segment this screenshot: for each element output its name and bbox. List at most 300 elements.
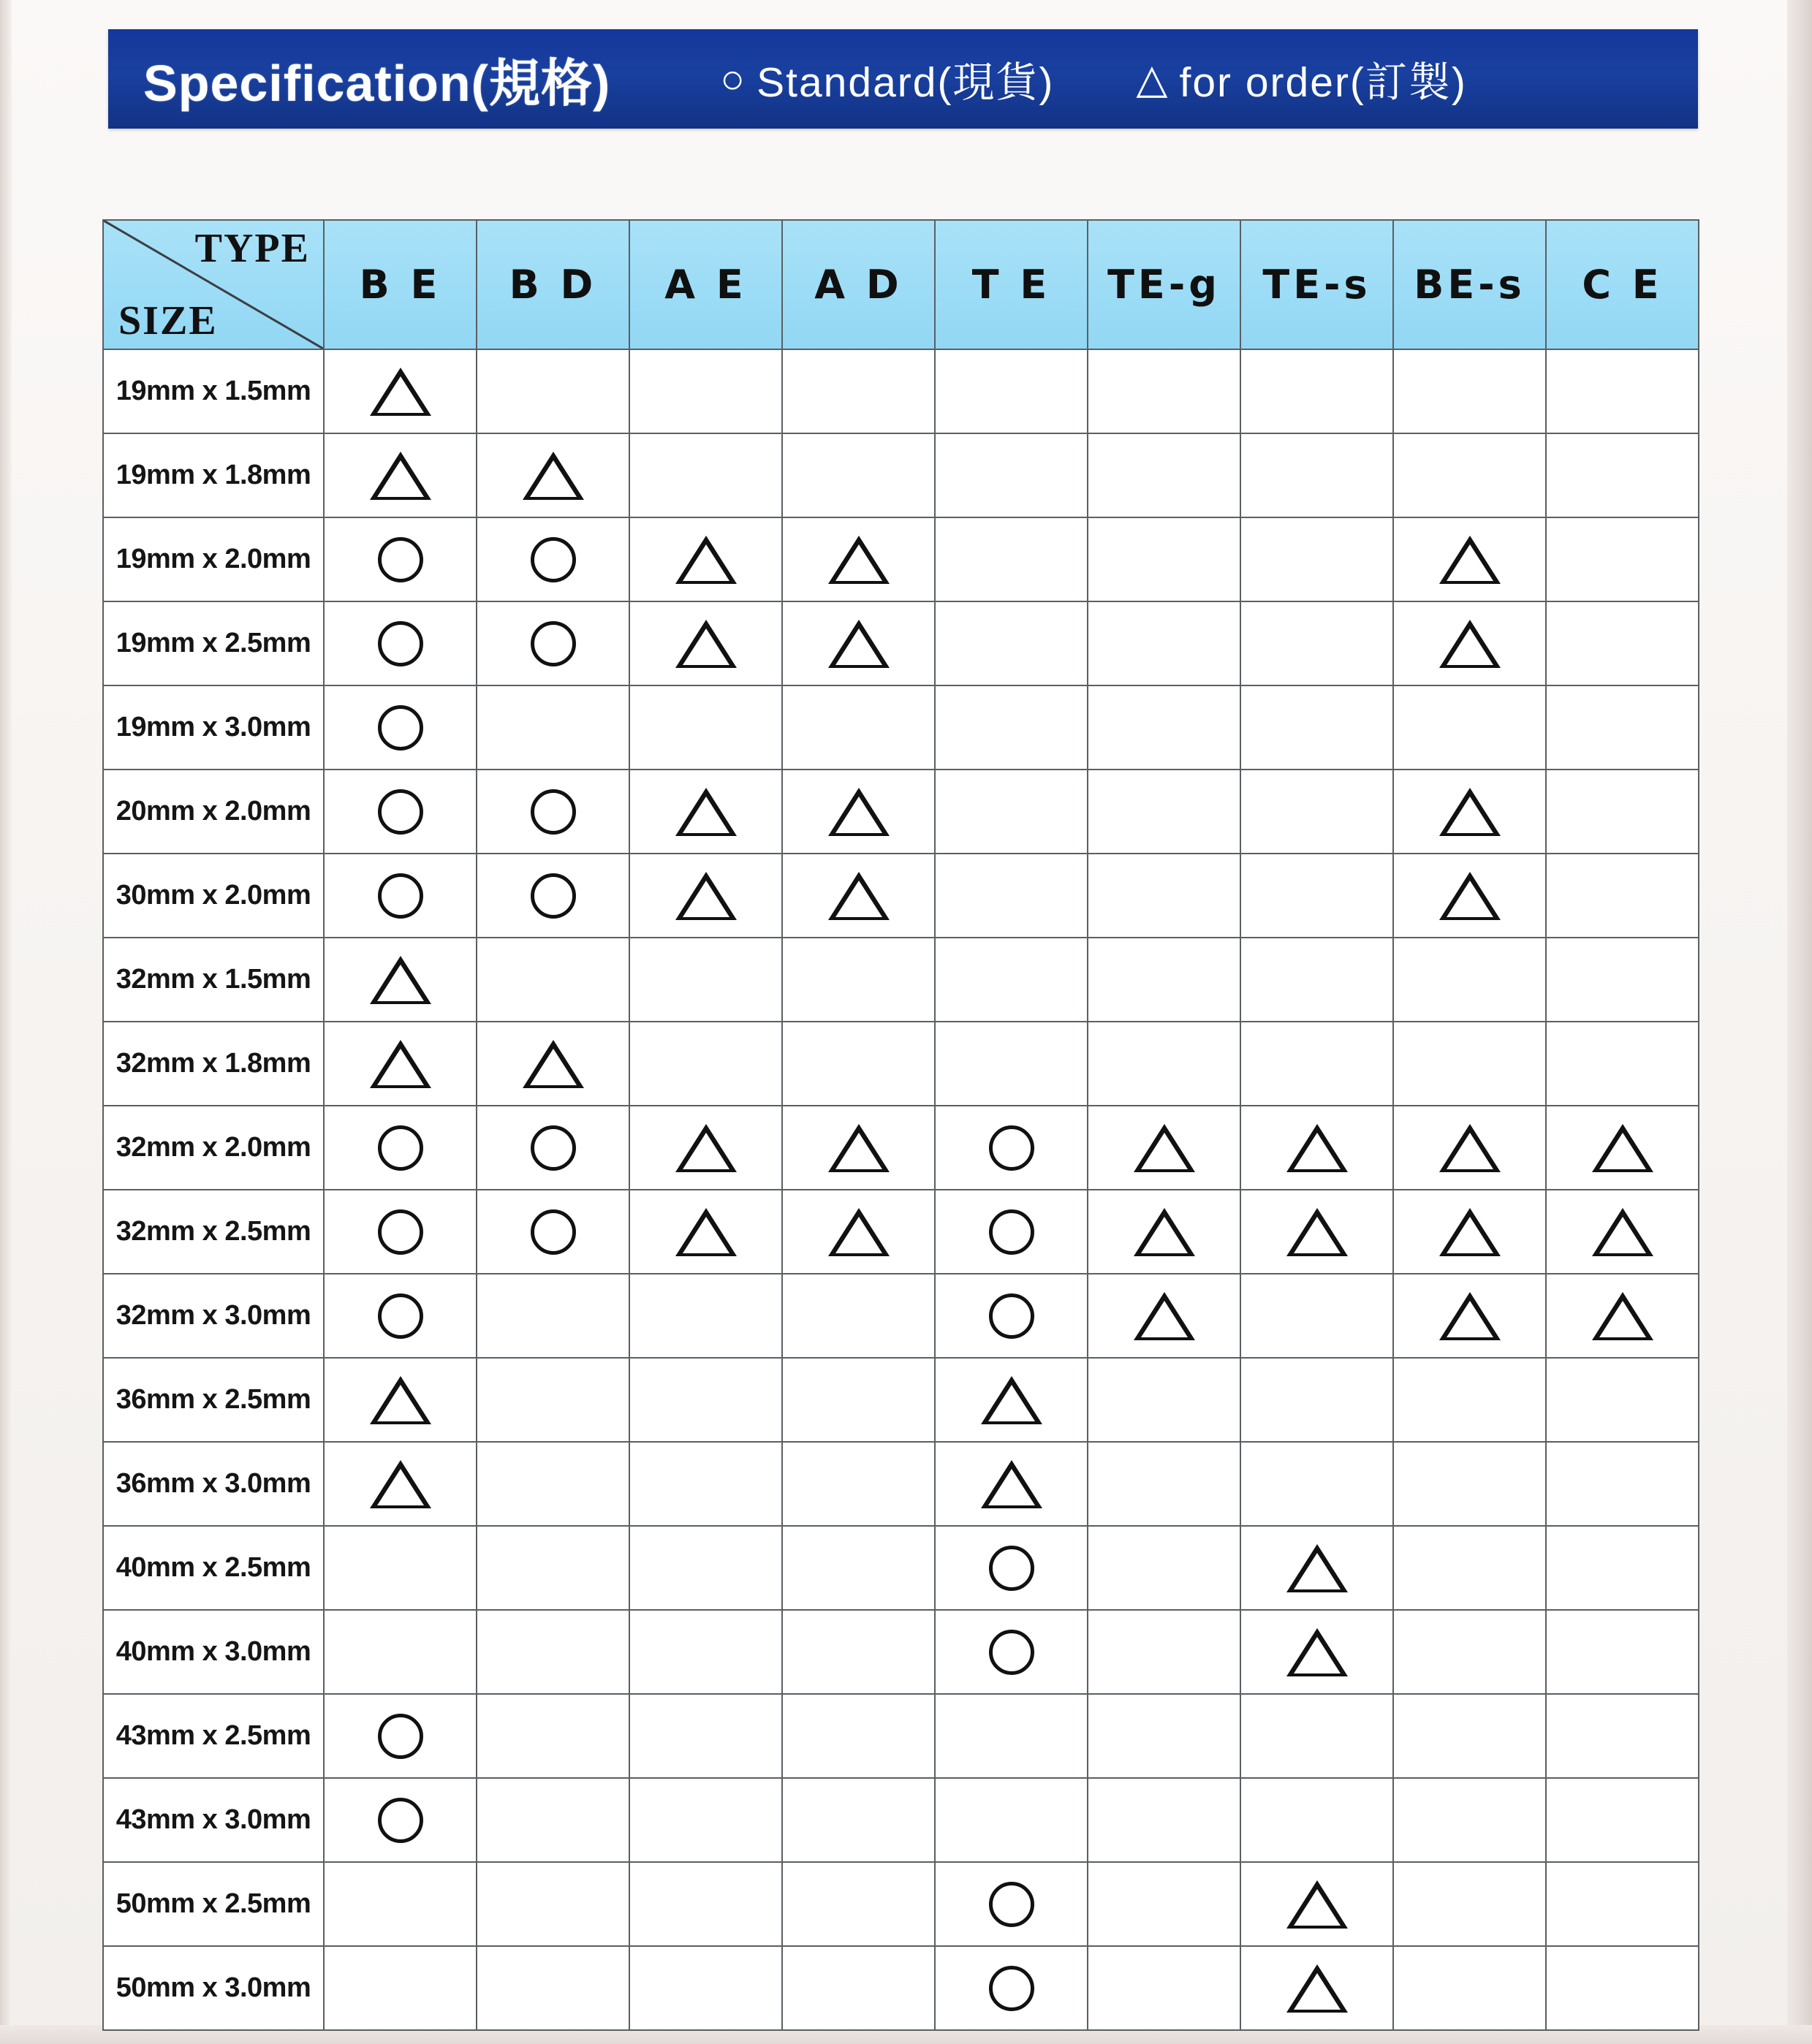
availability-cell	[1088, 517, 1240, 601]
cell-inner	[477, 602, 629, 685]
triangle-order-icon	[1592, 1292, 1653, 1340]
triangle-order-icon	[675, 1124, 737, 1172]
row-size-label: 19mm x 2.0mm	[103, 517, 324, 601]
circle-standard-icon	[378, 1125, 423, 1171]
availability-cell	[935, 433, 1088, 517]
triangle-order-icon	[675, 872, 737, 920]
availability-cell	[324, 1610, 477, 1694]
cell-inner	[477, 1695, 629, 1777]
cell-inner	[1088, 1947, 1240, 2029]
column-header-be-s: BE-s	[1393, 220, 1546, 349]
availability-cell	[477, 1610, 629, 1694]
availability-cell	[782, 1946, 935, 2030]
availability-cell	[1546, 1946, 1699, 2030]
cell-inner	[936, 1947, 1087, 2029]
cell-inner	[1394, 350, 1545, 433]
availability-cell	[782, 1694, 935, 1778]
availability-cell	[629, 1022, 782, 1106]
row-size-label: 43mm x 3.0mm	[103, 1778, 324, 1862]
triangle-order-icon	[370, 452, 431, 500]
cell-inner	[325, 1274, 476, 1357]
cell-inner	[477, 1779, 629, 1861]
cell-inner	[325, 938, 476, 1021]
availability-cell	[324, 1526, 477, 1610]
circle-standard-icon	[989, 1209, 1034, 1255]
cell-inner	[1547, 1274, 1698, 1357]
availability-cell	[1546, 938, 1699, 1022]
triangle-order-icon	[370, 956, 431, 1004]
availability-cell	[935, 601, 1088, 685]
cell-inner	[783, 1190, 934, 1273]
cell-inner	[1088, 1779, 1240, 1861]
triangle-order-icon	[828, 620, 890, 668]
triangle-order-icon	[1439, 872, 1501, 920]
cell-inner	[783, 518, 934, 601]
cell-inner	[936, 1779, 1087, 1861]
column-header-te: T E	[935, 220, 1088, 349]
availability-cell	[324, 938, 477, 1022]
table-row	[103, 1526, 1699, 1610]
cell-inner	[630, 1527, 781, 1609]
availability-cell	[324, 770, 477, 854]
cell-inner	[1394, 686, 1545, 769]
row-size-label: 36mm x 3.0mm	[103, 1442, 324, 1526]
cell-inner	[325, 1527, 476, 1609]
table-row	[103, 601, 1699, 685]
triangle-symbol-icon: △	[1136, 56, 1170, 102]
availability-cell	[782, 433, 935, 517]
cell-inner	[1547, 686, 1698, 769]
row-size-label: 40mm x 2.5mm	[103, 1526, 324, 1610]
cell-inner	[1547, 518, 1698, 601]
availability-cell	[1240, 1022, 1393, 1106]
cell-inner	[1241, 1695, 1392, 1777]
cell-inner	[936, 770, 1087, 853]
availability-cell	[1088, 1862, 1240, 1946]
availability-cell	[629, 1442, 782, 1526]
availability-cell	[1546, 517, 1699, 601]
cell-inner	[1394, 1359, 1545, 1441]
cell-inner	[1088, 686, 1240, 769]
cell-inner	[1394, 1527, 1545, 1609]
availability-cell	[1240, 1106, 1393, 1190]
availability-cell	[1240, 1862, 1393, 1946]
cell-inner	[1394, 1695, 1545, 1777]
cell-inner	[630, 1106, 781, 1189]
cell-inner	[783, 1443, 934, 1525]
cell-inner	[1394, 770, 1545, 853]
legend-group	[720, 49, 1467, 109]
cell-inner	[477, 1190, 629, 1273]
availability-cell	[324, 1358, 477, 1442]
triangle-order-icon	[1439, 1208, 1501, 1256]
availability-cell	[1393, 854, 1546, 938]
availability-cell	[1546, 1526, 1699, 1610]
circle-symbol-icon: ○	[720, 56, 747, 102]
cell-inner	[1394, 1779, 1545, 1861]
availability-cell	[1546, 1694, 1699, 1778]
triangle-order-icon	[675, 788, 737, 836]
availability-cell	[1088, 1442, 1240, 1526]
triangle-order-icon	[1286, 1208, 1348, 1256]
cell-inner	[477, 1106, 629, 1189]
cell-inner	[477, 350, 629, 433]
cell-inner	[936, 1359, 1087, 1441]
cell-inner	[1394, 1863, 1545, 1945]
availability-cell	[1088, 1190, 1240, 1274]
availability-cell	[629, 854, 782, 938]
circle-standard-icon	[378, 789, 423, 835]
cell-inner	[783, 350, 934, 433]
availability-cell	[629, 1190, 782, 1274]
cell-inner	[936, 854, 1087, 937]
cell-inner	[1241, 1947, 1392, 2029]
availability-cell	[1240, 1526, 1393, 1610]
triangle-order-icon	[1439, 536, 1501, 584]
availability-cell	[935, 1358, 1088, 1442]
cell-inner	[325, 854, 476, 937]
cell-inner	[477, 770, 629, 853]
availability-cell	[477, 517, 629, 601]
availability-cell	[1393, 1610, 1546, 1694]
cell-inner	[477, 518, 629, 601]
availability-cell	[1240, 685, 1393, 770]
cell-inner	[1088, 434, 1240, 517]
cell-inner	[1394, 1443, 1545, 1525]
availability-cell	[935, 1274, 1088, 1358]
availability-cell	[1240, 1778, 1393, 1862]
cell-inner	[325, 434, 476, 517]
cell-inner	[630, 350, 781, 433]
availability-cell	[1088, 854, 1240, 938]
row-size-label: 50mm x 3.0mm	[103, 1946, 324, 2030]
availability-cell	[935, 1694, 1088, 1778]
triangle-order-icon	[828, 788, 890, 836]
availability-cell	[1088, 349, 1240, 433]
cell-inner	[1394, 1274, 1545, 1357]
triangle-order-icon	[981, 1376, 1042, 1424]
corner-type-label: TYPE	[194, 226, 310, 271]
cell-inner	[1088, 1274, 1240, 1357]
triangle-order-icon	[1286, 1544, 1348, 1592]
cell-inner	[325, 518, 476, 601]
cell-inner	[325, 1779, 476, 1861]
triangle-order-icon	[828, 1124, 890, 1172]
availability-cell	[1546, 433, 1699, 517]
cell-inner	[630, 1779, 781, 1861]
triangle-order-icon	[1592, 1124, 1653, 1172]
cell-inner	[783, 938, 934, 1021]
cell-inner	[936, 1106, 1087, 1189]
cell-inner	[325, 770, 476, 853]
availability-cell	[935, 1862, 1088, 1946]
cell-inner	[1241, 1022, 1392, 1105]
cell-inner	[477, 1611, 629, 1693]
cell-inner	[1241, 350, 1392, 433]
availability-cell	[629, 1778, 782, 1862]
availability-cell	[1088, 1778, 1240, 1862]
availability-cell	[1240, 433, 1393, 517]
table-row	[103, 1946, 1699, 2030]
cell-inner	[1088, 1695, 1240, 1777]
availability-cell	[935, 1106, 1088, 1190]
availability-cell	[782, 517, 935, 601]
availability-cell	[1088, 685, 1240, 770]
column-header-te-g: TE-g	[1088, 220, 1240, 349]
cell-inner	[1547, 1022, 1698, 1105]
availability-cell	[782, 685, 935, 770]
table-row	[103, 1610, 1699, 1694]
availability-cell	[1546, 1610, 1699, 1694]
circle-standard-icon	[989, 1630, 1034, 1675]
specification-table-wrap	[102, 219, 1699, 2031]
cell-inner	[1547, 350, 1698, 433]
cell-inner	[1241, 1106, 1392, 1189]
cell-inner	[325, 1443, 476, 1525]
availability-cell	[1546, 1358, 1699, 1442]
availability-cell	[1546, 1274, 1699, 1358]
availability-cell	[324, 1862, 477, 1946]
availability-cell	[629, 770, 782, 854]
cell-inner	[477, 434, 629, 517]
cell-inner	[1547, 1695, 1698, 1777]
triangle-order-icon	[828, 1208, 890, 1256]
legend-item-standard	[720, 49, 1054, 109]
availability-cell	[782, 601, 935, 685]
cell-inner	[630, 1947, 781, 2029]
cell-inner	[1241, 1274, 1392, 1357]
availability-cell	[1240, 854, 1393, 938]
cell-inner	[1241, 1527, 1392, 1609]
circle-standard-icon	[531, 621, 576, 666]
availability-cell	[324, 1946, 477, 2030]
availability-cell	[1546, 349, 1699, 433]
row-size-label: 32mm x 3.0mm	[103, 1274, 324, 1358]
availability-cell	[1240, 1190, 1393, 1274]
circle-standard-icon	[989, 1546, 1034, 1591]
availability-cell	[629, 349, 782, 433]
row-size-label: 19mm x 1.8mm	[103, 433, 324, 517]
table-body	[103, 349, 1699, 2030]
availability-cell	[629, 1946, 782, 2030]
cell-inner	[477, 1359, 629, 1441]
availability-cell	[782, 770, 935, 854]
availability-cell	[935, 1526, 1088, 1610]
availability-cell	[629, 1610, 782, 1694]
table-row	[103, 1274, 1699, 1358]
availability-cell	[1240, 938, 1393, 1022]
availability-cell	[782, 349, 935, 433]
table-row	[103, 770, 1699, 854]
availability-cell	[935, 1610, 1088, 1694]
circle-standard-icon	[378, 705, 423, 751]
column-header-be: B E	[324, 220, 477, 349]
table-row	[103, 685, 1699, 770]
paper-edge-left	[0, 0, 12, 2044]
table-row	[103, 517, 1699, 601]
cell-inner	[936, 350, 1087, 433]
row-size-label: 20mm x 2.0mm	[103, 770, 324, 854]
cell-inner	[936, 1863, 1087, 1945]
availability-cell	[1546, 601, 1699, 685]
triangle-order-icon	[1439, 1124, 1501, 1172]
cell-inner	[1088, 1863, 1240, 1945]
availability-cell	[1240, 1358, 1393, 1442]
cell-inner	[1547, 1779, 1698, 1861]
availability-cell	[477, 349, 629, 433]
availability-cell	[1393, 1694, 1546, 1778]
availability-cell	[629, 1358, 782, 1442]
cell-inner	[1088, 854, 1240, 937]
availability-cell	[1393, 1274, 1546, 1358]
availability-cell	[629, 1526, 782, 1610]
availability-cell	[1393, 1358, 1546, 1442]
row-size-label: 32mm x 1.8mm	[103, 1022, 324, 1106]
cell-inner	[1088, 1022, 1240, 1105]
circle-standard-icon	[378, 537, 423, 582]
availability-cell	[1393, 770, 1546, 854]
table-row	[103, 1106, 1699, 1190]
cell-inner	[1547, 938, 1698, 1021]
availability-cell	[324, 349, 477, 433]
cell-inner	[325, 686, 476, 769]
banner-title: Specification(規格)	[143, 54, 611, 112]
cell-inner	[1547, 1106, 1698, 1189]
availability-cell	[1546, 1022, 1699, 1106]
cell-inner	[1241, 1611, 1392, 1693]
cell-inner	[1088, 518, 1240, 601]
availability-cell	[1546, 1190, 1699, 1274]
cell-inner	[936, 518, 1087, 601]
row-size-label: 32mm x 1.5mm	[103, 938, 324, 1022]
availability-cell	[1546, 1862, 1699, 1946]
availability-cell	[782, 1190, 935, 1274]
column-header-ce: C E	[1546, 220, 1699, 349]
circle-standard-icon	[378, 1293, 423, 1339]
column-header-bd: B D	[477, 220, 629, 349]
triangle-order-icon	[1134, 1208, 1195, 1256]
cell-inner	[936, 1022, 1087, 1105]
cell-inner	[1547, 1611, 1698, 1693]
availability-cell	[935, 1442, 1088, 1526]
cell-inner	[1088, 1443, 1240, 1525]
availability-cell	[1393, 685, 1546, 770]
cell-inner	[325, 1190, 476, 1273]
row-size-label: 30mm x 2.0mm	[103, 854, 324, 938]
cell-inner	[1394, 1106, 1545, 1189]
availability-cell	[935, 938, 1088, 1022]
availability-cell	[782, 938, 935, 1022]
availability-cell	[629, 1862, 782, 1946]
triangle-order-icon	[1286, 1628, 1348, 1676]
availability-cell	[1393, 1862, 1546, 1946]
table-row	[103, 1190, 1699, 1274]
circle-standard-icon	[378, 1209, 423, 1255]
row-size-label: 32mm x 2.0mm	[103, 1106, 324, 1190]
cell-inner	[1394, 1947, 1545, 2029]
availability-cell	[1393, 1526, 1546, 1610]
table-row	[103, 1862, 1699, 1946]
triangle-order-icon	[370, 1376, 431, 1424]
cell-inner	[325, 602, 476, 685]
availability-cell	[935, 349, 1088, 433]
legend-label-for-order: for order(訂製)	[1179, 59, 1467, 106]
circle-standard-icon	[531, 789, 576, 835]
cell-inner	[1088, 1527, 1240, 1609]
legend-item-for-order	[1136, 49, 1466, 109]
cell-inner	[477, 1022, 629, 1105]
cell-inner	[1394, 1022, 1545, 1105]
availability-cell	[477, 854, 629, 938]
cell-inner	[325, 1695, 476, 1777]
availability-cell	[935, 1778, 1088, 1862]
cell-inner	[477, 686, 629, 769]
availability-cell	[935, 770, 1088, 854]
availability-cell	[1393, 1778, 1546, 1862]
availability-cell	[477, 1946, 629, 2030]
circle-standard-icon	[378, 1714, 423, 1759]
availability-cell	[782, 1862, 935, 1946]
availability-cell	[1393, 517, 1546, 601]
triangle-order-icon	[981, 1460, 1042, 1508]
specification-table	[102, 219, 1699, 2031]
availability-cell	[1088, 938, 1240, 1022]
cell-inner	[630, 602, 781, 685]
row-size-label: 40mm x 3.0mm	[103, 1610, 324, 1694]
cell-inner	[325, 350, 476, 433]
cell-inner	[630, 1359, 781, 1441]
availability-cell	[1088, 1946, 1240, 2030]
availability-cell	[1393, 1442, 1546, 1526]
cell-inner	[1547, 1443, 1698, 1525]
cell-inner	[477, 1274, 629, 1357]
availability-cell	[629, 1106, 782, 1190]
cell-inner	[783, 854, 934, 937]
cell-inner	[936, 434, 1087, 517]
triangle-order-icon	[1286, 1880, 1348, 1929]
availability-cell	[477, 1778, 629, 1862]
cell-inner	[936, 1190, 1087, 1273]
cell-inner	[783, 1947, 934, 2029]
availability-cell	[1393, 601, 1546, 685]
cell-inner	[1547, 1863, 1698, 1945]
cell-inner	[1394, 518, 1545, 601]
availability-cell	[1393, 938, 1546, 1022]
availability-cell	[1393, 1190, 1546, 1274]
table-row	[103, 1442, 1699, 1526]
availability-cell	[1240, 1946, 1393, 2030]
availability-cell	[782, 1358, 935, 1442]
availability-cell	[782, 1442, 935, 1526]
cell-inner	[783, 1863, 934, 1945]
availability-cell	[477, 1358, 629, 1442]
triangle-order-icon	[1286, 1964, 1348, 2013]
row-size-label: 19mm x 2.5mm	[103, 601, 324, 685]
table-row	[103, 1022, 1699, 1106]
availability-cell	[1240, 1274, 1393, 1358]
cell-inner	[783, 434, 934, 517]
availability-cell	[477, 1106, 629, 1190]
availability-cell	[1393, 1946, 1546, 2030]
cell-inner	[630, 938, 781, 1021]
cell-inner	[1241, 1443, 1392, 1525]
circle-standard-icon	[989, 1966, 1034, 2011]
cell-inner	[1547, 1359, 1698, 1441]
cell-inner	[1241, 686, 1392, 769]
table-row	[103, 1778, 1699, 1862]
availability-cell	[1088, 433, 1240, 517]
cell-inner	[1241, 770, 1392, 853]
